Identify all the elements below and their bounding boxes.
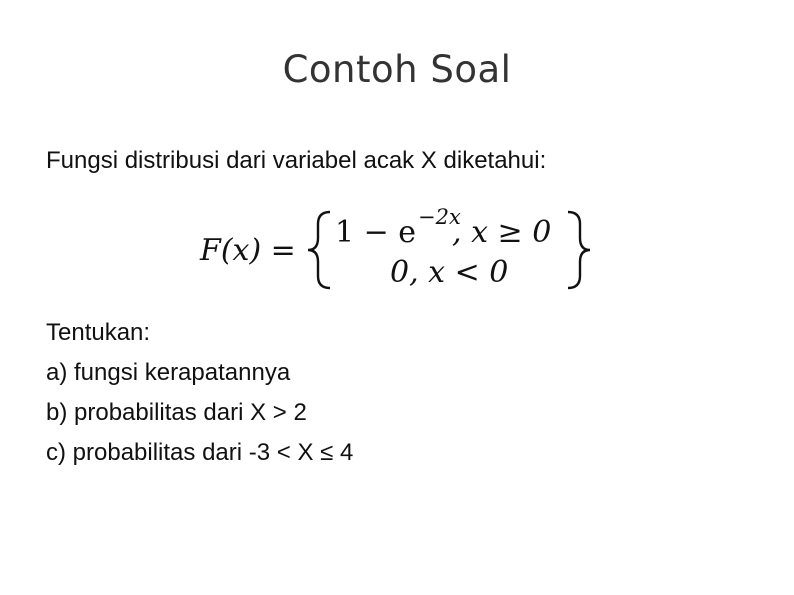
distribution-formula [190,200,610,300]
formula-lhs: F(x) = [200,233,296,268]
task-item: c) probabilitas dari -3 < X ≤ 4 [46,439,354,466]
case1-exponent: −2x [418,205,461,229]
left-brace [308,212,330,288]
problem-intro: Fungsi distribusi dari variabel acak X diketahui: [46,147,547,174]
tasks-block [46,313,353,473]
case1-expression: 1 − e [335,215,417,250]
right-brace [568,212,590,288]
slide-title: Contoh Soal [282,48,512,91]
task-item: b) probabilitas dari X > 2 [46,399,307,426]
case1-condition: , x ≥ 0 [452,215,552,250]
task-item: a) fungsi kerapatannya [46,359,291,386]
case2-expression: 0, x < 0 [390,255,509,290]
tasks-heading: Tentukan: [46,319,151,346]
